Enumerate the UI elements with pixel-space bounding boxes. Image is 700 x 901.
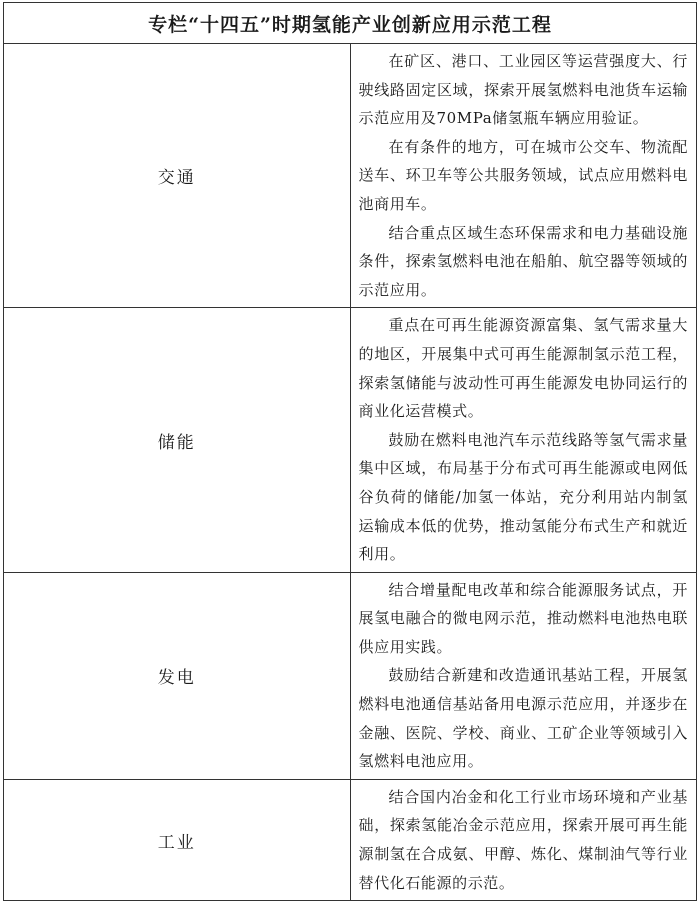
category-label-power: 发电	[4, 572, 351, 779]
paragraph: 鼓励结合新建和改造通讯基站工程，开展氢燃料电池通信基站备用电源示范应用，并逐步在金融、医院、学校、商业、工矿企业等领域引入氢燃料电池应用。	[358, 666, 688, 771]
category-row-storage	[4, 308, 697, 572]
category-row-transport	[4, 44, 697, 308]
category-label-industry: 工业	[4, 779, 351, 900]
column-box-table	[3, 2, 697, 901]
paragraph: 结合增量配电改革和综合能源服务试点，开展氢电融合的微电网示范，推动燃料电池热电联供应用实践。	[358, 580, 688, 656]
paragraph: 鼓励在燃料电池汽车示范线路等氢气需求量集中区域，布局基于分布式可再生能源或电网低谷负荷的储能/加氢一体站，充分利用站内制氢运输成本低的优势，推动氢能分布式生产和就近利用。	[358, 430, 688, 564]
category-label-storage: 储能	[4, 308, 351, 572]
category-content-industry	[350, 779, 697, 900]
paragraph: 结合重点区域生态环保需求和电力基础设施条件，探索氢燃料电池在船舶、航空器等领域的示范应用。	[358, 223, 688, 299]
category-content-storage	[350, 308, 697, 572]
category-content-power	[350, 572, 697, 779]
document-page	[3, 2, 697, 901]
category-row-power	[4, 572, 697, 779]
paragraph: 在有条件的地方，可在城市公交车、物流配送车、环卫车等公共服务领域，试点应用燃料电池商用车。	[358, 137, 688, 213]
category-label-transport: 交通	[4, 44, 351, 308]
paragraph: 在矿区、港口、工业园区等运营强度大、行驶线路固定区域，探索开展氢燃料电池货车运输示范应用及70MPa储氢瓶车辆应用验证。	[358, 52, 688, 128]
category-row-industry	[4, 779, 697, 900]
column-title: 专栏“十四五”时期氢能产业创新应用示范工程	[4, 3, 697, 44]
title-row	[4, 3, 697, 44]
paragraph: 重点在可再生能源资源富集、氢气需求量大的地区，开展集中式可再生能源制氢示范工程，探索氢储能与波动性可再生能源发电协同运行的商业化运营模式。	[358, 316, 688, 421]
paragraph: 结合国内冶金和化工行业市场环境和产业基础，探索氢能冶金示范应用，探索开展可再生能源制氢在合成氨、甲醇、炼化、煤制油气等行业替代化石能源的示范。	[358, 787, 688, 892]
category-content-transport	[350, 44, 697, 308]
